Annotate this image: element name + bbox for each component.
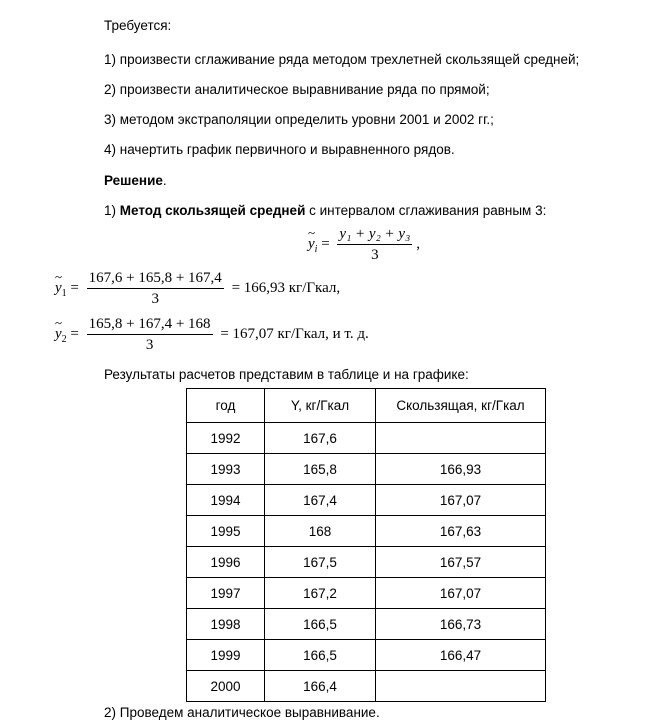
- formula-2-numerator: 165,8 + 167,4 + 168: [87, 316, 213, 335]
- step1-text: [104, 202, 546, 220]
- formula-general-denominator: 3: [371, 247, 379, 263]
- formula-general-numerator: y₁ + y₂ + y₃: [337, 226, 412, 245]
- formula-1-lhs-sub: 1: [61, 287, 67, 299]
- cell-moving-average: 166,93: [376, 454, 546, 485]
- cell-moving-average: [376, 671, 546, 702]
- cell-moving-average: 167,07: [376, 485, 546, 516]
- formula-2-denominator: 3: [145, 337, 154, 353]
- cell-moving-average: 167,63: [376, 516, 546, 547]
- cell-year: 1997: [187, 578, 265, 609]
- formula-2: [55, 316, 369, 353]
- cell-moving-average: 167,57: [376, 547, 546, 578]
- table-row: [187, 609, 546, 640]
- header-year: год: [187, 389, 265, 423]
- formula-general-tail: ,: [416, 235, 421, 252]
- table-row: [187, 671, 546, 702]
- task-item-1: 1) произвести сглаживание ряда методом трехлетней скользящей средней;: [104, 52, 580, 67]
- cell-moving-average: 167,07: [376, 578, 546, 609]
- cell-year: 1998: [187, 609, 265, 640]
- table-row: [187, 423, 546, 454]
- step1-bold: Метод скользящей средней: [119, 203, 306, 218]
- formula-general: [308, 226, 420, 263]
- results-intro: Результаты расчетов представим в таблице и на графике:: [104, 367, 469, 382]
- task-item-3: 3) методом экстраполяции определить уровни 2001 и 2002 гг.;: [104, 112, 494, 127]
- formula-1-numerator: 167,6 + 165,8 + 167,4: [87, 270, 224, 289]
- cell-year: 1994: [187, 485, 265, 516]
- step1-rest: с интервалом сглаживания равным 3:: [305, 203, 547, 218]
- solution-heading: [104, 172, 167, 190]
- formula-1: [55, 270, 340, 307]
- cell-year: 1999: [187, 640, 265, 671]
- cell-y: 167,6: [265, 423, 376, 454]
- cell-year: 1996: [187, 547, 265, 578]
- formula-1-lhs: ~ y: [55, 280, 62, 297]
- task-item-4: 4) начертить график первичного и выравненного рядов.: [104, 142, 455, 157]
- results-table: [186, 388, 546, 702]
- cell-y: 165,8: [265, 454, 376, 485]
- formula-1-result: = 166,93 кг/Гкал,: [231, 279, 341, 296]
- table-row: [187, 640, 546, 671]
- cell-moving-average: [376, 423, 546, 454]
- intro-text: Требуется:: [104, 18, 172, 33]
- step2-text: 2) Проведем аналитическое выравнивание.: [104, 705, 380, 720]
- formula-general-lhs-sub: i: [314, 243, 318, 255]
- cell-moving-average: 166,73: [376, 609, 546, 640]
- table-row: [187, 547, 546, 578]
- header-moving-average: Скользящая, кг/Гкал: [376, 389, 546, 423]
- formula-general-fraction: [337, 226, 412, 263]
- cell-y: 166,5: [265, 640, 376, 671]
- formula-2-lhs-sub: 2: [61, 333, 67, 345]
- task-item-2: 2) произвести аналитическое выравнивание ряда по прямой;: [104, 82, 490, 97]
- cell-y: 166,5: [265, 609, 376, 640]
- header-y: Y, кг/Гкал: [265, 389, 376, 423]
- formula-2-result: = 167,07 кг/Гкал, и т. д.: [220, 325, 369, 342]
- formula-general-eq: =: [321, 235, 330, 252]
- formula-2-lhs: ~ y: [55, 326, 62, 343]
- table-header-row: [187, 389, 546, 423]
- table-row: [187, 578, 546, 609]
- formula-1-eq: =: [70, 279, 79, 296]
- cell-y: 167,5: [265, 547, 376, 578]
- cell-y: 167,4: [265, 485, 376, 516]
- cell-year: 2000: [187, 671, 265, 702]
- step1-prefix: 1): [104, 203, 120, 218]
- table-row: [187, 454, 546, 485]
- formula-general-lhs: ~ y: [308, 236, 315, 253]
- formula-1-fraction: [87, 270, 224, 307]
- cell-y: 166,4: [265, 671, 376, 702]
- cell-y: 168: [265, 516, 376, 547]
- formula-2-eq: =: [70, 325, 79, 342]
- formula-2-fraction: [87, 316, 213, 353]
- formula-1-denominator: 3: [151, 291, 159, 307]
- solution-label: Решение: [104, 173, 163, 188]
- solution-dot: .: [162, 173, 167, 188]
- table-row: [187, 485, 546, 516]
- cell-y: 167,2: [265, 578, 376, 609]
- table-row: [187, 516, 546, 547]
- cell-year: 1995: [187, 516, 265, 547]
- cell-year: 1992: [187, 423, 265, 454]
- cell-moving-average: 166,47: [376, 640, 546, 671]
- cell-year: 1993: [187, 454, 265, 485]
